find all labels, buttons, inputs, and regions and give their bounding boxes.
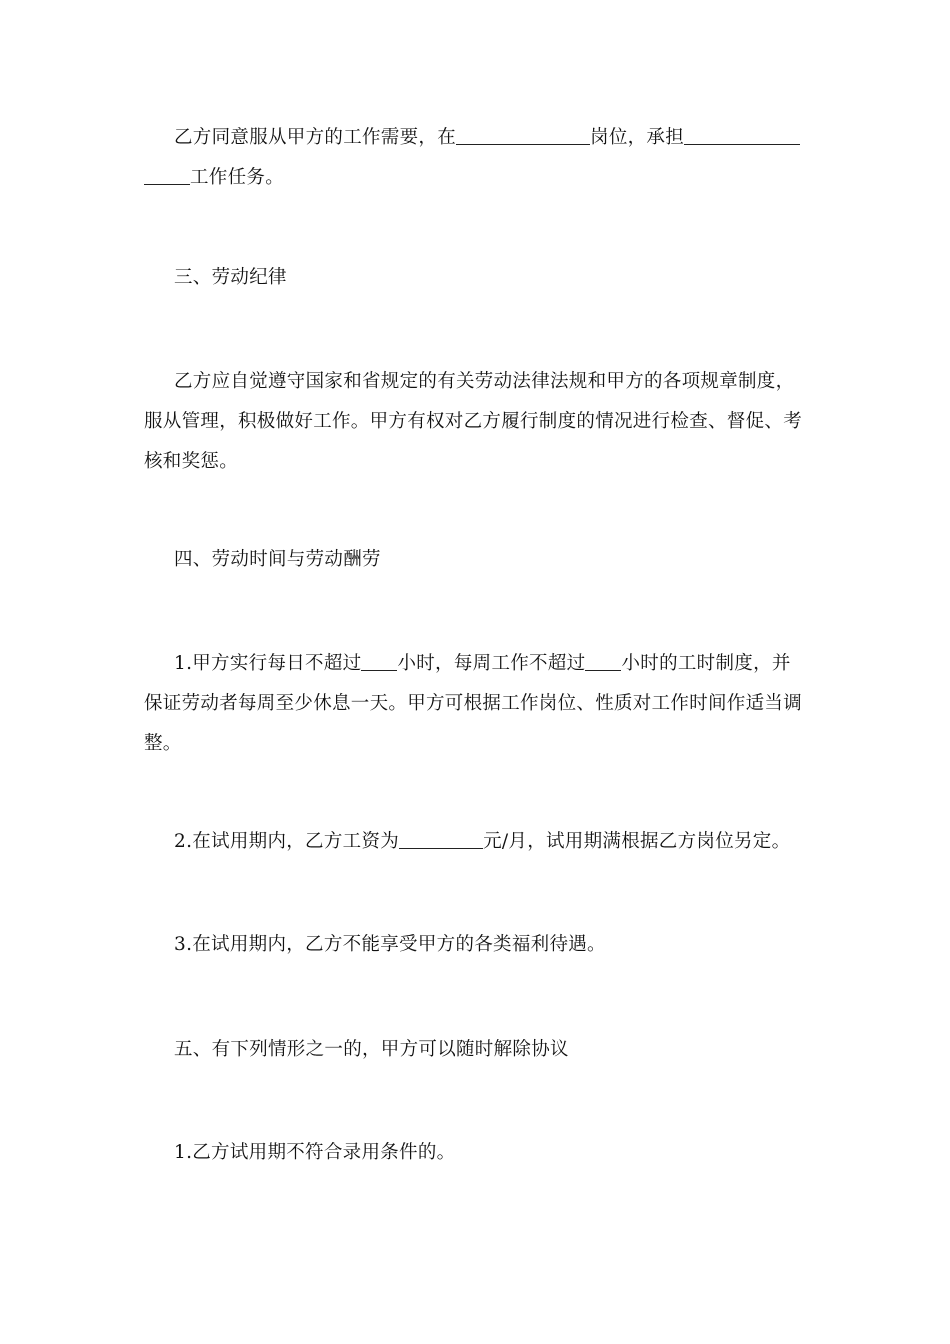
text-segment: 小时的工时制度，并保证劳动者每周至少休息一天。甲方可根据工作岗位、性质对工作时间作适当调整。 (144, 653, 803, 754)
heading-termination: 五、有下列情形之一的，甲方可以随时解除协议 (174, 1039, 569, 1060)
heading-labor-discipline: 三、劳动纪律 (174, 267, 287, 288)
paragraph-labor-discipline: 乙方应自觉遵守国家和省规定的有关劳动法律法规和甲方的各项规章制度，服从管理，积极做好工作。甲方有权对乙方履行制度的情况进行检查、督促、考核和奖惩。 (144, 371, 803, 472)
paragraph-job-position (144, 118, 806, 198)
fill-blank-weekly-hours (585, 652, 621, 672)
paragraph-probation-benefits: 3.在试用期内，乙方不能享受甲方的各类福利待遇。 (174, 934, 606, 955)
fill-blank-salary (399, 830, 483, 850)
text-segment: 元/月，试用期满根据乙方岗位另定。 (483, 831, 791, 852)
fill-blank-daily-hours (361, 652, 397, 672)
text-segment: 小时，每周工作不超过 (397, 653, 586, 674)
text-segment: 乙方同意服从甲方的工作需要，在 (174, 127, 457, 148)
text-segment: 工作任务。 (190, 167, 285, 188)
text-segment: 岗位，承担 (590, 127, 685, 148)
text-segment: 2.在试用期内，乙方工资为 (174, 831, 400, 852)
paragraph-working-hours (144, 644, 806, 764)
paragraph-termination-item1: 1.乙方试用期不符合录用条件的。 (174, 1142, 456, 1163)
fill-blank-task (684, 126, 800, 146)
fill-blank-task-cont (144, 166, 190, 186)
heading-working-hours-pay: 四、劳动时间与劳动酬劳 (174, 549, 381, 570)
paragraph-probation-salary (144, 822, 806, 862)
text-segment: 1.甲方实行每日不超过 (174, 653, 362, 674)
fill-blank-position (456, 126, 590, 146)
